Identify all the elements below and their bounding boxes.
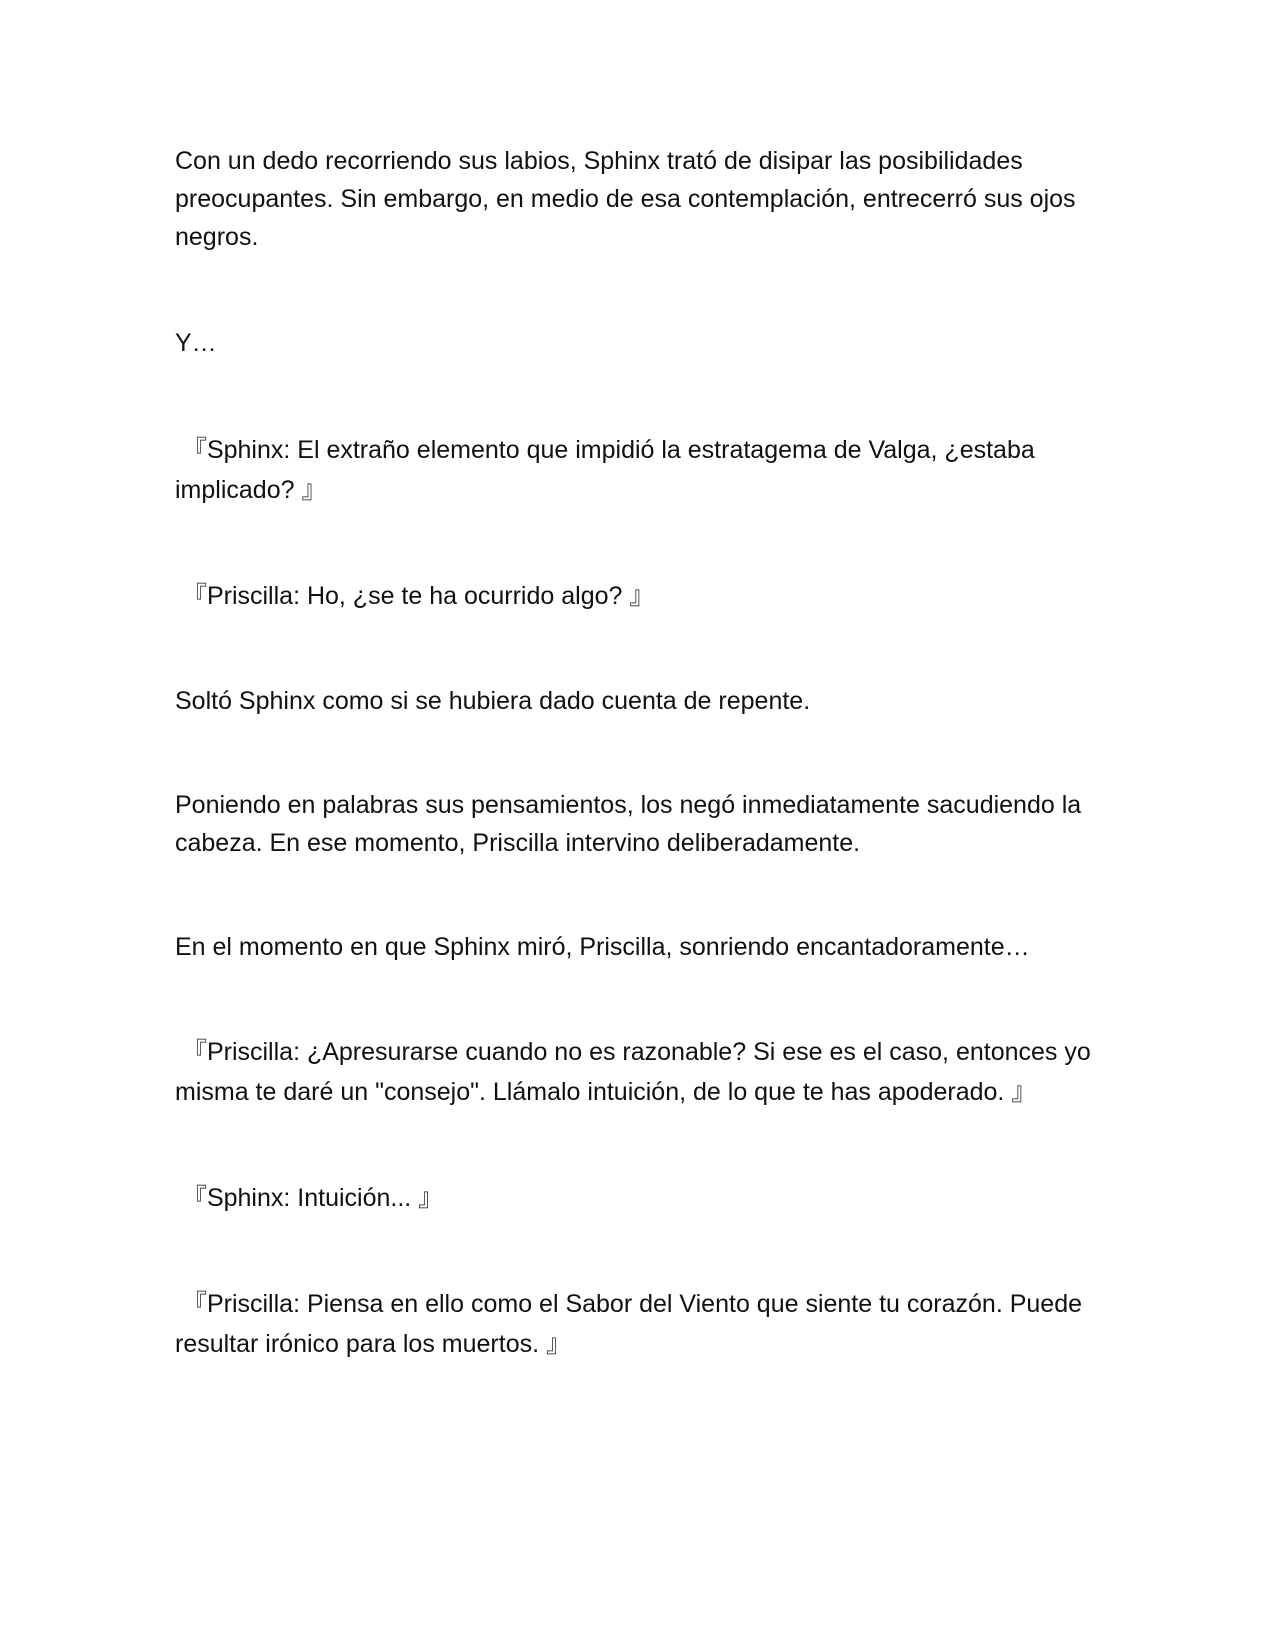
- dialogue-priscilla-3: 『Priscilla: Piensa en ello como el Sabor del Viento que siente tu corazón. Puede resultar irónico para los muertos. 』: [175, 1290, 1083, 1358]
- dialogue-sphinx-1: 『Sphinx: El extraño elemento que impidió la estratagema de Valga, ¿estaba implicado? 』: [175, 436, 1035, 504]
- paragraph-narration-1: Con un dedo recorriendo sus labios, Sphinx trató de disipar las posibilidades preocupantes. Sin embargo, en medio de esa contemplación, entrecerró sus ojos negros.: [175, 147, 1076, 251]
- document-body: [175, 142, 1095, 1364]
- paragraph-narration-2: Y…: [175, 329, 217, 357]
- paragraph-narration-5: En el momento en que Sphinx miró, Priscilla, sonriendo encantadoramente…: [175, 933, 1030, 961]
- paragraph-narration-4: Poniendo en palabras sus pensamientos, los negó inmediatamente sacudiendo la cabeza. En ese momento, Priscilla intervino deliberadamente.: [175, 791, 1082, 857]
- dialogue-priscilla-2: 『Priscilla: ¿Apresurarse cuando no es razonable? Si ese es el caso, entonces yo misma te daré un "consejo". Llámalo intuición, de lo que te has apoderado. 』: [175, 1038, 1091, 1106]
- dialogue-sphinx-2: 『Sphinx: Intuición... 』: [175, 1184, 444, 1212]
- dialogue-priscilla-1: 『Priscilla: Ho, ¿se te ha ocurrido algo? 』: [175, 582, 655, 610]
- paragraph-narration-3: Soltó Sphinx como si se hubiera dado cuenta de repente.: [175, 687, 811, 715]
